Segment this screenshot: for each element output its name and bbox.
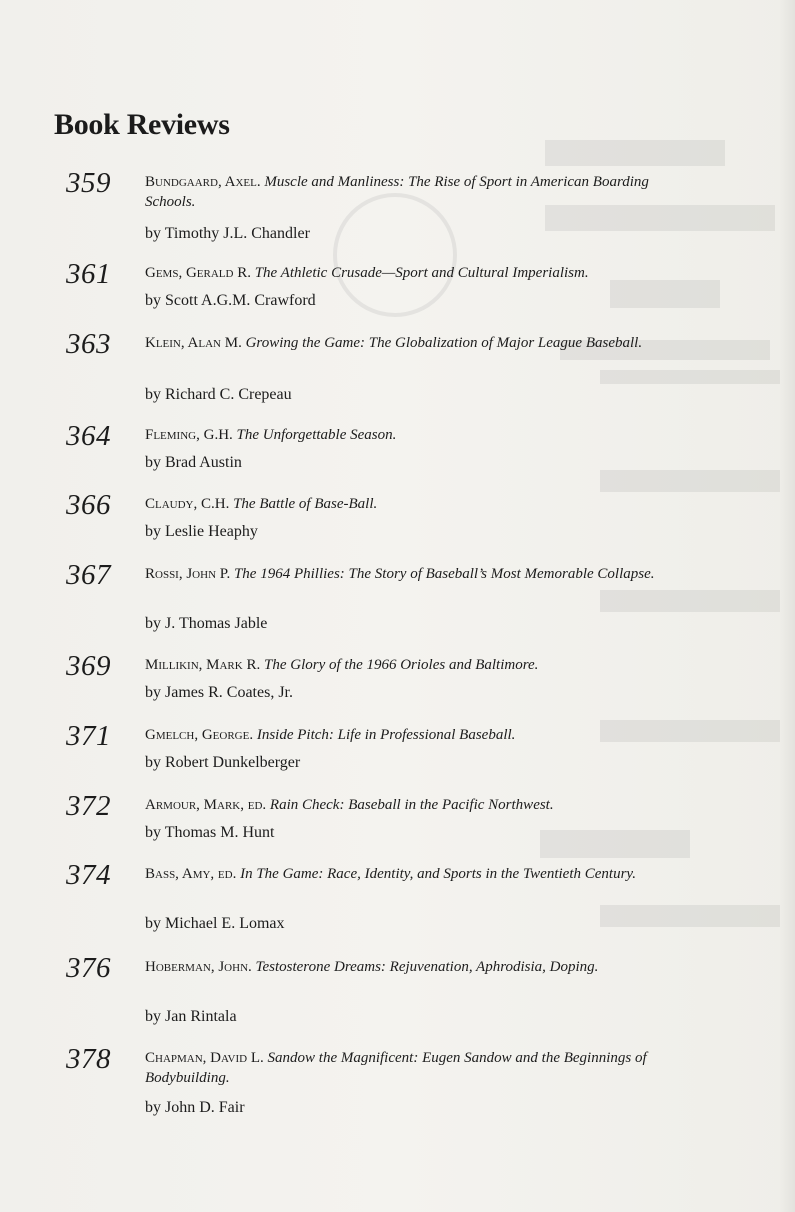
- page-number: 378: [66, 1043, 111, 1075]
- book-author: Hoberman, John.: [145, 959, 252, 975]
- reviewer: by J. Thomas Jable: [145, 615, 268, 632]
- citation: [145, 263, 685, 283]
- book-title: The 1964 Phillies: The Story of Baseball’s Most Memorable Collapse.: [233, 566, 655, 582]
- book-title: Rain Check: Baseball in the Pacific Northwest.: [269, 797, 554, 813]
- book-author: Gmelch, George.: [145, 727, 254, 743]
- page-number: 367: [66, 559, 111, 591]
- book-author: Klein, Alan M.: [145, 335, 242, 351]
- book-title: In The Game: Race, Identity, and Sports in the Twentieth Century.: [240, 866, 636, 882]
- reviewer: by Richard C. Crepeau: [145, 386, 292, 403]
- citation: [145, 725, 685, 745]
- page-number: 372: [66, 790, 111, 822]
- page-number: 363: [66, 328, 111, 360]
- citation: [145, 864, 685, 884]
- book-title: Sandow the Magnificent: Eugen Sandow and the Beginnings of Bodybuilding.: [145, 1050, 647, 1086]
- reviewer: by Timothy J.L. Chandler: [145, 225, 310, 242]
- citation: [145, 564, 685, 584]
- book-title: The Unforgettable Season.: [236, 427, 397, 443]
- citation: [145, 957, 685, 977]
- citation: [145, 795, 685, 815]
- book-title: The Battle of Base-Ball.: [233, 496, 378, 512]
- reviewer: by Thomas M. Hunt: [145, 824, 275, 841]
- reviewer: by Robert Dunkelberger: [145, 754, 301, 771]
- page-edge-shadow: [779, 0, 795, 1212]
- book-author: Bundgaard, Axel.: [145, 174, 261, 190]
- page-number: 366: [66, 489, 111, 521]
- reviewer: by Leslie Heaphy: [145, 523, 258, 540]
- page-title: Book Reviews: [54, 108, 230, 141]
- citation: [145, 1048, 685, 1088]
- book-title: Inside Pitch: Life in Professional Baseball.: [256, 727, 516, 743]
- book-author: Millikin, Mark R.: [145, 657, 261, 673]
- book-author: Rossi, John P.: [145, 566, 231, 582]
- reviewer: by Scott A.G.M. Crawford: [145, 292, 316, 309]
- book-title: Testosterone Dreams: Rejuvenation, Aphrodisia, Doping.: [255, 959, 599, 975]
- reviewer: by Brad Austin: [145, 454, 242, 471]
- citation: [145, 333, 685, 353]
- reviewer: by Jan Rintala: [145, 1008, 237, 1025]
- book-title: The Athletic Crusade—Sport and Cultural Imperialism.: [254, 265, 589, 281]
- book-author: Gems, Gerald R.: [145, 265, 251, 281]
- reviewer: by John D. Fair: [145, 1099, 245, 1116]
- book-author: Fleming, G.H.: [145, 427, 233, 443]
- page-number: 374: [66, 859, 111, 891]
- book-title: The Glory of the 1966 Orioles and Baltimore.: [263, 657, 539, 673]
- book-title: Growing the Game: The Globalization of Major League Baseball.: [245, 335, 643, 351]
- citation: [145, 655, 685, 675]
- reviewer: by James R. Coates, Jr.: [145, 684, 293, 701]
- citation: [145, 172, 685, 212]
- page-number: 376: [66, 952, 111, 984]
- book-author: Claudy, C.H.: [145, 496, 230, 512]
- citation: [145, 494, 685, 514]
- reviewer: by Michael E. Lomax: [145, 915, 285, 932]
- page-number: 364: [66, 420, 111, 452]
- book-author: Armour, Mark, ed.: [145, 797, 267, 813]
- page-number: 369: [66, 650, 111, 682]
- book-title: Muscle and Manliness: The Rise of Sport in American Boarding Schools.: [145, 174, 649, 210]
- page-number: 361: [66, 258, 111, 290]
- page-number: 371: [66, 720, 111, 752]
- page-number: 359: [66, 167, 111, 199]
- citation: [145, 425, 685, 445]
- book-author: Bass, Amy, ed.: [145, 866, 237, 882]
- book-author: Chapman, David L.: [145, 1050, 264, 1066]
